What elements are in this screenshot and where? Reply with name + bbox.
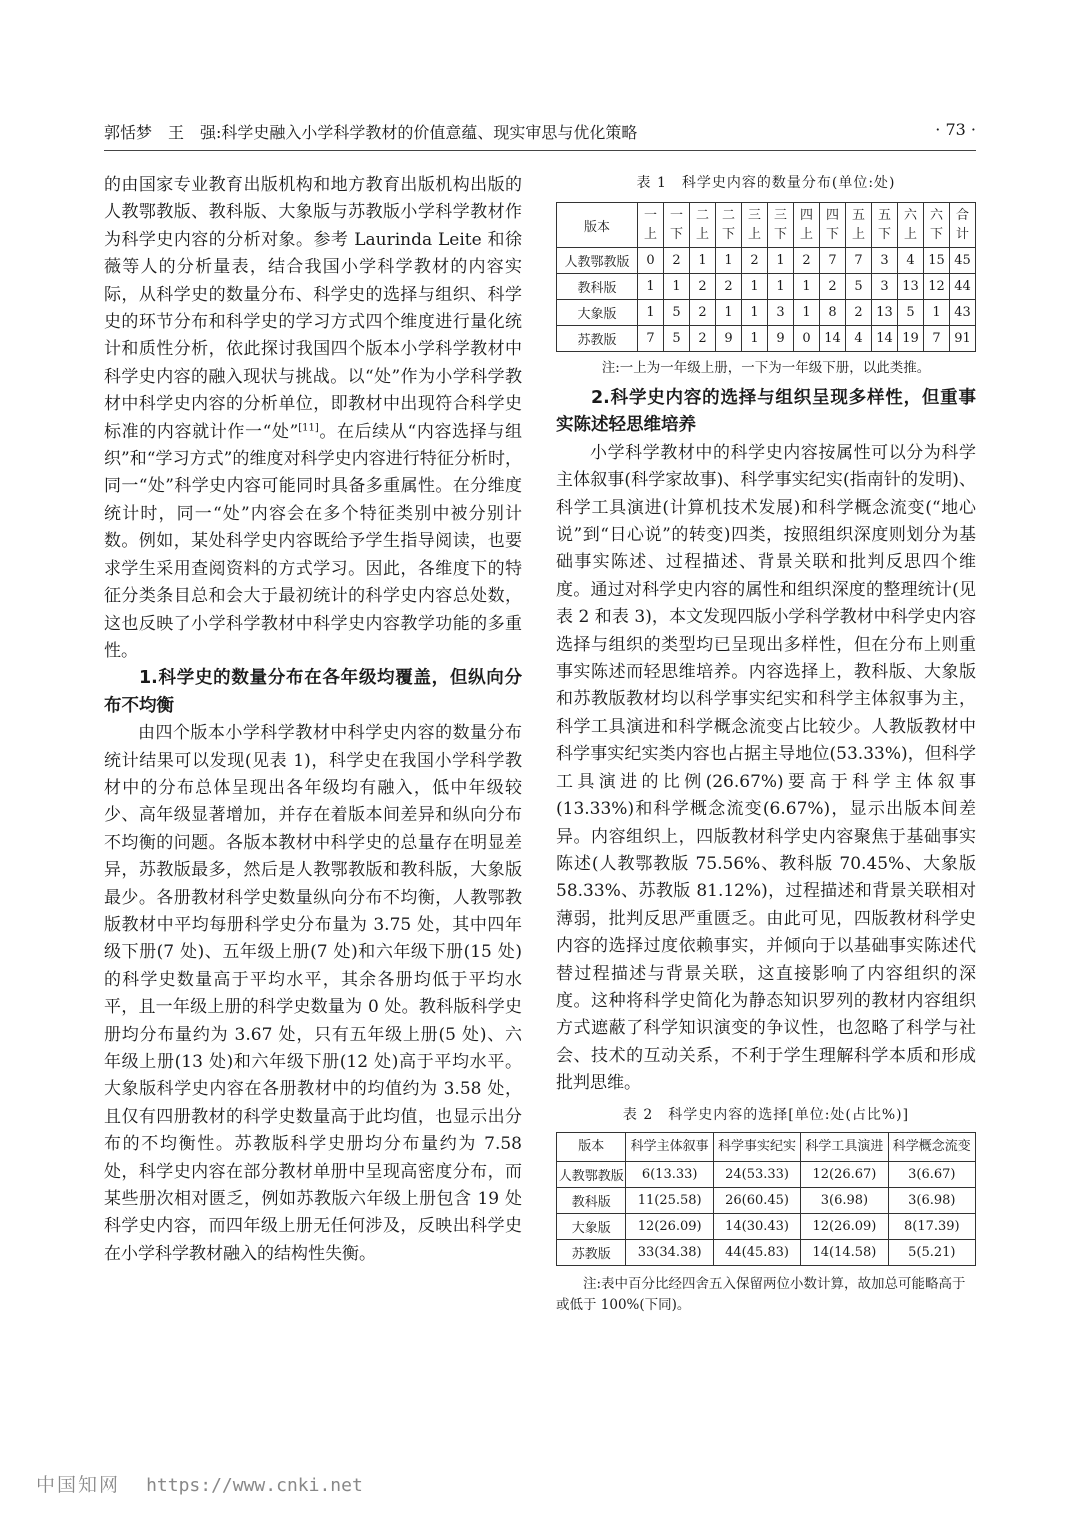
running-title: 郭恬梦 王 强:科学史融入小学科学教材的价值意蕴、现实审思与优化策略 [104,123,638,142]
table1-cell: 1 [794,300,820,326]
table1-cell: 1 [664,274,690,300]
section-heading-1: 1.科学史的数量分布在各年级均覆盖，但纵向分布不均衡 [104,668,522,716]
table1-cell: 1 [716,300,742,326]
table1-cell: 0 [638,248,664,274]
table1-version-cell: 人教鄂教版 [557,248,638,274]
table1-row [557,248,976,274]
table2-header-cell: 版本 [557,1132,626,1161]
cnki-url[interactable]: https://www.cnki.net [146,1475,363,1496]
table1-row [557,326,976,352]
right-column [556,172,976,1316]
table1-cell: 7 [820,248,846,274]
table1 [556,202,976,352]
table2-cell: 14(14.58) [801,1239,888,1265]
table1-header-row [557,203,976,248]
table1-header-grade: 三下 [768,203,794,248]
reference-mark[interactable]: [11] [298,422,319,433]
table2-cell: 33(34.38) [626,1239,713,1265]
table2-cell: 44(45.83) [713,1239,800,1265]
table1-cell: 1 [638,274,664,300]
table1-cell: 1 [742,326,768,352]
table1-cell: 1 [638,300,664,326]
table1-cell: 1 [716,248,742,274]
table2-caption: 表 2 科学史内容的选择[单位:处(占比%)] [622,1106,910,1123]
table1-cell: 1 [742,300,768,326]
table2-cell: 3(6.98) [888,1187,975,1213]
table1-cell: 14 [820,326,846,352]
table1-cell: 2 [690,274,716,300]
table2-cell: 3(6.98) [801,1187,888,1213]
table1-header-grade: 三上 [742,203,768,248]
table1-cell: 13 [898,274,924,300]
table1-cell: 2 [690,326,716,352]
table2-version-cell: 大象版 [557,1213,626,1239]
paragraph-selection: 小学科学教材中的科学史内容按属性可以分为科学主体叙事(科学家故事)、科学事实纪实(指南针的发明)、科学工具演进(计算机技术发展)和科学概念流变(“地心说”到“日心说”的转变)四类，按照组织深度则划分为基础事实陈述、过程描述、背景关联和批判反思四个维度。通过对科学史内容的属性和组织深度的整理统计(见表 2 和表 3)，本文发现四版小学科学教材中科学史内容选择与组织的类型均已呈现出多样性，但在分布上则重事实陈述而轻思维培养。内容选择上，教科版、大象版和苏教版教材均以科学事实纪实和科学主体叙事为主，科学工具演进和科学概念流变占比较少。人教版教材中科学事实纪实类内容也占据主导地位(53.33%)，但科学工具演进的比例(26.67%)要高于科学主体叙事(13.33%)和科学概念流变(6.67%)，显示出版本间差异。内容组织上，四版教材科学史内容聚焦于基础事实陈述(人教鄂教版 75.56%、教科版 70.45%、大象版 58.33%、苏教版 81.12%)，过程描述和背景关联相对薄弱，批判反思严重匮乏。由此可见，四版教材科学史内容的选择过度依赖事实，并倾向于以基础事实陈述代替过程描述与背景关联，这直接影响了内容组织的深度。这种将科学史简化为静态知识罗列的教材内容组织方式遮蔽了科学知识演变的争议性，也忽略了科学与社会、技术的互动关系，不利于学生理解科学本质和形成批判思维。 [556,442,976,1094]
table1-cell: 2 [742,248,768,274]
table2-cell: 11(25.58) [626,1187,713,1213]
table1-cell: 91 [950,326,976,352]
table2-row [557,1161,976,1187]
table2-note: 注:表中百分比经四舍五入保留两位小数计算，故加总可能略高于或低于 100%(下同)。 [556,1275,966,1313]
table1-row [557,274,976,300]
table1-cell: 1 [794,274,820,300]
page-number: · 73 · [935,120,976,139]
table1-cell: 1 [742,274,768,300]
running-header [104,120,976,146]
table1-note: 注:一上为一年级上册，一下为一年级下册，以此类推。 [601,360,931,376]
table1-cell: 43 [950,300,976,326]
paragraph-distribution: 由四个版本小学科学教材中科学史内容的数量分布统计结果可以发现(见表 1)，科学史在我国小学科学教材中的分布总体呈现出各年级均有融入，低中年级较少、高年级显著增加，并存在着版本间差异和纵向分布不均衡的问题。各版本教材中科学史的总量存在明显差异，苏教版最多，然后是人教鄂教版和教科版，大象版最少。各册教材科学史数量纵向分布不均衡，人教鄂教版教材中平均每册科学史分布量为 3.75 处，其中四年级下册(7 处)、五年级上册(7 处)和六年级下册(15 处)的科学史数量高于平均水平，其余各册均低于平均水平，且一年级上册的科学史数量为 0 处。教科版科学史册均分布量约为 3.67 处，只有五年级上册(5 处)、六年级上册(13 处)和六年级下册(12 处)高于平均水平。大象版科学史内容在各册教材中的均值约为 3.58 处，且仅有四册教材的科学史数量高于此均值，也显示出分布的不均衡性。苏教版科学史册均分布量约为 7.58 处，科学史内容在部分教材单册中呈现高密度分布，而某些册次相对匮乏，例如苏教版六年级上册包含 19 处科学史内容，而四年级上册无任何涉及，反映出科学史在小学科学教材融入的结构性失衡。 [104,723,522,1264]
table1-version-cell: 大象版 [557,300,638,326]
table1-row [557,300,976,326]
table1-cell: 8 [820,300,846,326]
table2-header-cell: 科学事实纪实 [713,1132,800,1161]
paragraph-method: 的由国家专业教育出版机构和地方教育出版机构出版的人教鄂教版、教科版、大象版与苏教版小学科学教材作为科学史内容的分析对象。参考 Laurinda Leite 和徐薇等人的分析量表，结合我国小学科学教材的内容实际，从科学史的数量分布、科学史的选择与组织、科学史的环节分布和科学史的学习方式四个维度进行量化统计和质性分析，依此探讨我国四个版本小学科学教材中科学史内容的融入现状与挑战。以“处”作为小学科学教材中科学史内容的分析单位，即教材中出现符合科学史标准的内容就计作一“处”[11]。在后续从“内容选择与组织”和“学习方式”的维度对科学史内容进行特征分析时，同一“处”科学史内容可能同时具备多重属性。在分维度统计时，同一“处”内容会在多个特征类别中被分别计数。例如，某处科学史内容既给予学生指导阅读，也要求学生采用查阅资料的方式学习。因此，各维度下的特征分类条目总和会大于最初统计的科学史内容总处数，这也反映了小学科学教材中科学史内容教学功能的多重性。 [104,175,522,661]
table2-cell: 5(5.21) [888,1239,975,1265]
table1-header-grade: 合计 [950,203,976,248]
table1-cell: 2 [820,274,846,300]
table1-cell: 4 [898,248,924,274]
table2-header-cell: 科学概念流变 [888,1132,975,1161]
table1-cell: 1 [690,248,716,274]
table1-cell: 44 [950,274,976,300]
table1-cell: 1 [768,274,794,300]
table1-cell: 3 [872,274,898,300]
table1-header-grade: 二下 [716,203,742,248]
table2-cell: 12(26.09) [626,1213,713,1239]
table1-cell: 9 [768,326,794,352]
table2-cell: 12(26.67) [801,1161,888,1187]
table1-header-version: 版本 [557,203,638,248]
table1-cell: 5 [846,274,872,300]
table1-cell: 4 [846,326,872,352]
table1-cell: 9 [716,326,742,352]
table1-cell: 2 [846,300,872,326]
section-heading-2: 2.科学史内容的选择与组织呈现多样性，但重事实陈述轻思维培养 [556,388,976,436]
table2 [556,1132,976,1266]
table2-cell: 3(6.67) [888,1161,975,1187]
table1-cell: 2 [716,274,742,300]
table1-header-grade: 四上 [794,203,820,248]
table1-header-grade: 六下 [924,203,950,248]
table2-cell: 14(30.43) [713,1213,800,1239]
table1-cell: 2 [690,300,716,326]
table2-cell: 24(53.33) [713,1161,800,1187]
table2-cell: 8(17.39) [888,1213,975,1239]
table1-cell: 1 [768,248,794,274]
table1-body [557,248,976,352]
table2-header-cell: 科学主体叙事 [626,1132,713,1161]
table1-cell: 45 [950,248,976,274]
table2-version-cell: 人教鄂教版 [557,1161,626,1187]
table1-cell: 15 [924,248,950,274]
table1-cell: 7 [924,326,950,352]
table1-header-grade: 五上 [846,203,872,248]
table1-version-cell: 苏教版 [557,326,638,352]
table2-body [557,1161,976,1265]
table2-row [557,1239,976,1265]
table2-header-row [557,1132,976,1161]
table2-cell: 26(60.45) [713,1187,800,1213]
table1-header-grade: 二上 [690,203,716,248]
table1-version-cell: 教科版 [557,274,638,300]
footer-watermark [36,1470,363,1497]
table2-header-cell: 科学工具演进 [801,1132,888,1161]
table1-cell: 1 [924,300,950,326]
table1-cell: 2 [794,248,820,274]
table1-cell: 3 [872,248,898,274]
table1-cell: 5 [898,300,924,326]
table2-version-cell: 苏教版 [557,1239,626,1265]
left-column [104,172,522,1268]
table1-header-grade: 一下 [664,203,690,248]
table1-cell: 7 [846,248,872,274]
header-rule [104,150,976,151]
table1-cell: 3 [768,300,794,326]
table2-version-cell: 教科版 [557,1187,626,1213]
table1-cell: 12 [924,274,950,300]
table1-cell: 19 [898,326,924,352]
cnki-logo: 中国知网 [36,1474,121,1496]
table1-cell: 0 [794,326,820,352]
table1-header-grade: 一上 [638,203,664,248]
table1-caption: 表 1 科学史内容的数量分布(单位:处) [636,175,896,191]
table2-row [557,1213,976,1239]
table1-cell: 5 [664,300,690,326]
table1-cell: 2 [664,248,690,274]
table2-row [557,1187,976,1213]
table1-cell: 5 [664,326,690,352]
table1-header-grade: 四下 [820,203,846,248]
table1-header-grade: 五下 [872,203,898,248]
table1-cell: 7 [638,326,664,352]
table1-header-grade: 六上 [898,203,924,248]
table1-cell: 13 [872,300,898,326]
table1-cell: 14 [872,326,898,352]
table2-cell: 6(13.33) [626,1161,713,1187]
table2-cell: 12(26.09) [801,1213,888,1239]
